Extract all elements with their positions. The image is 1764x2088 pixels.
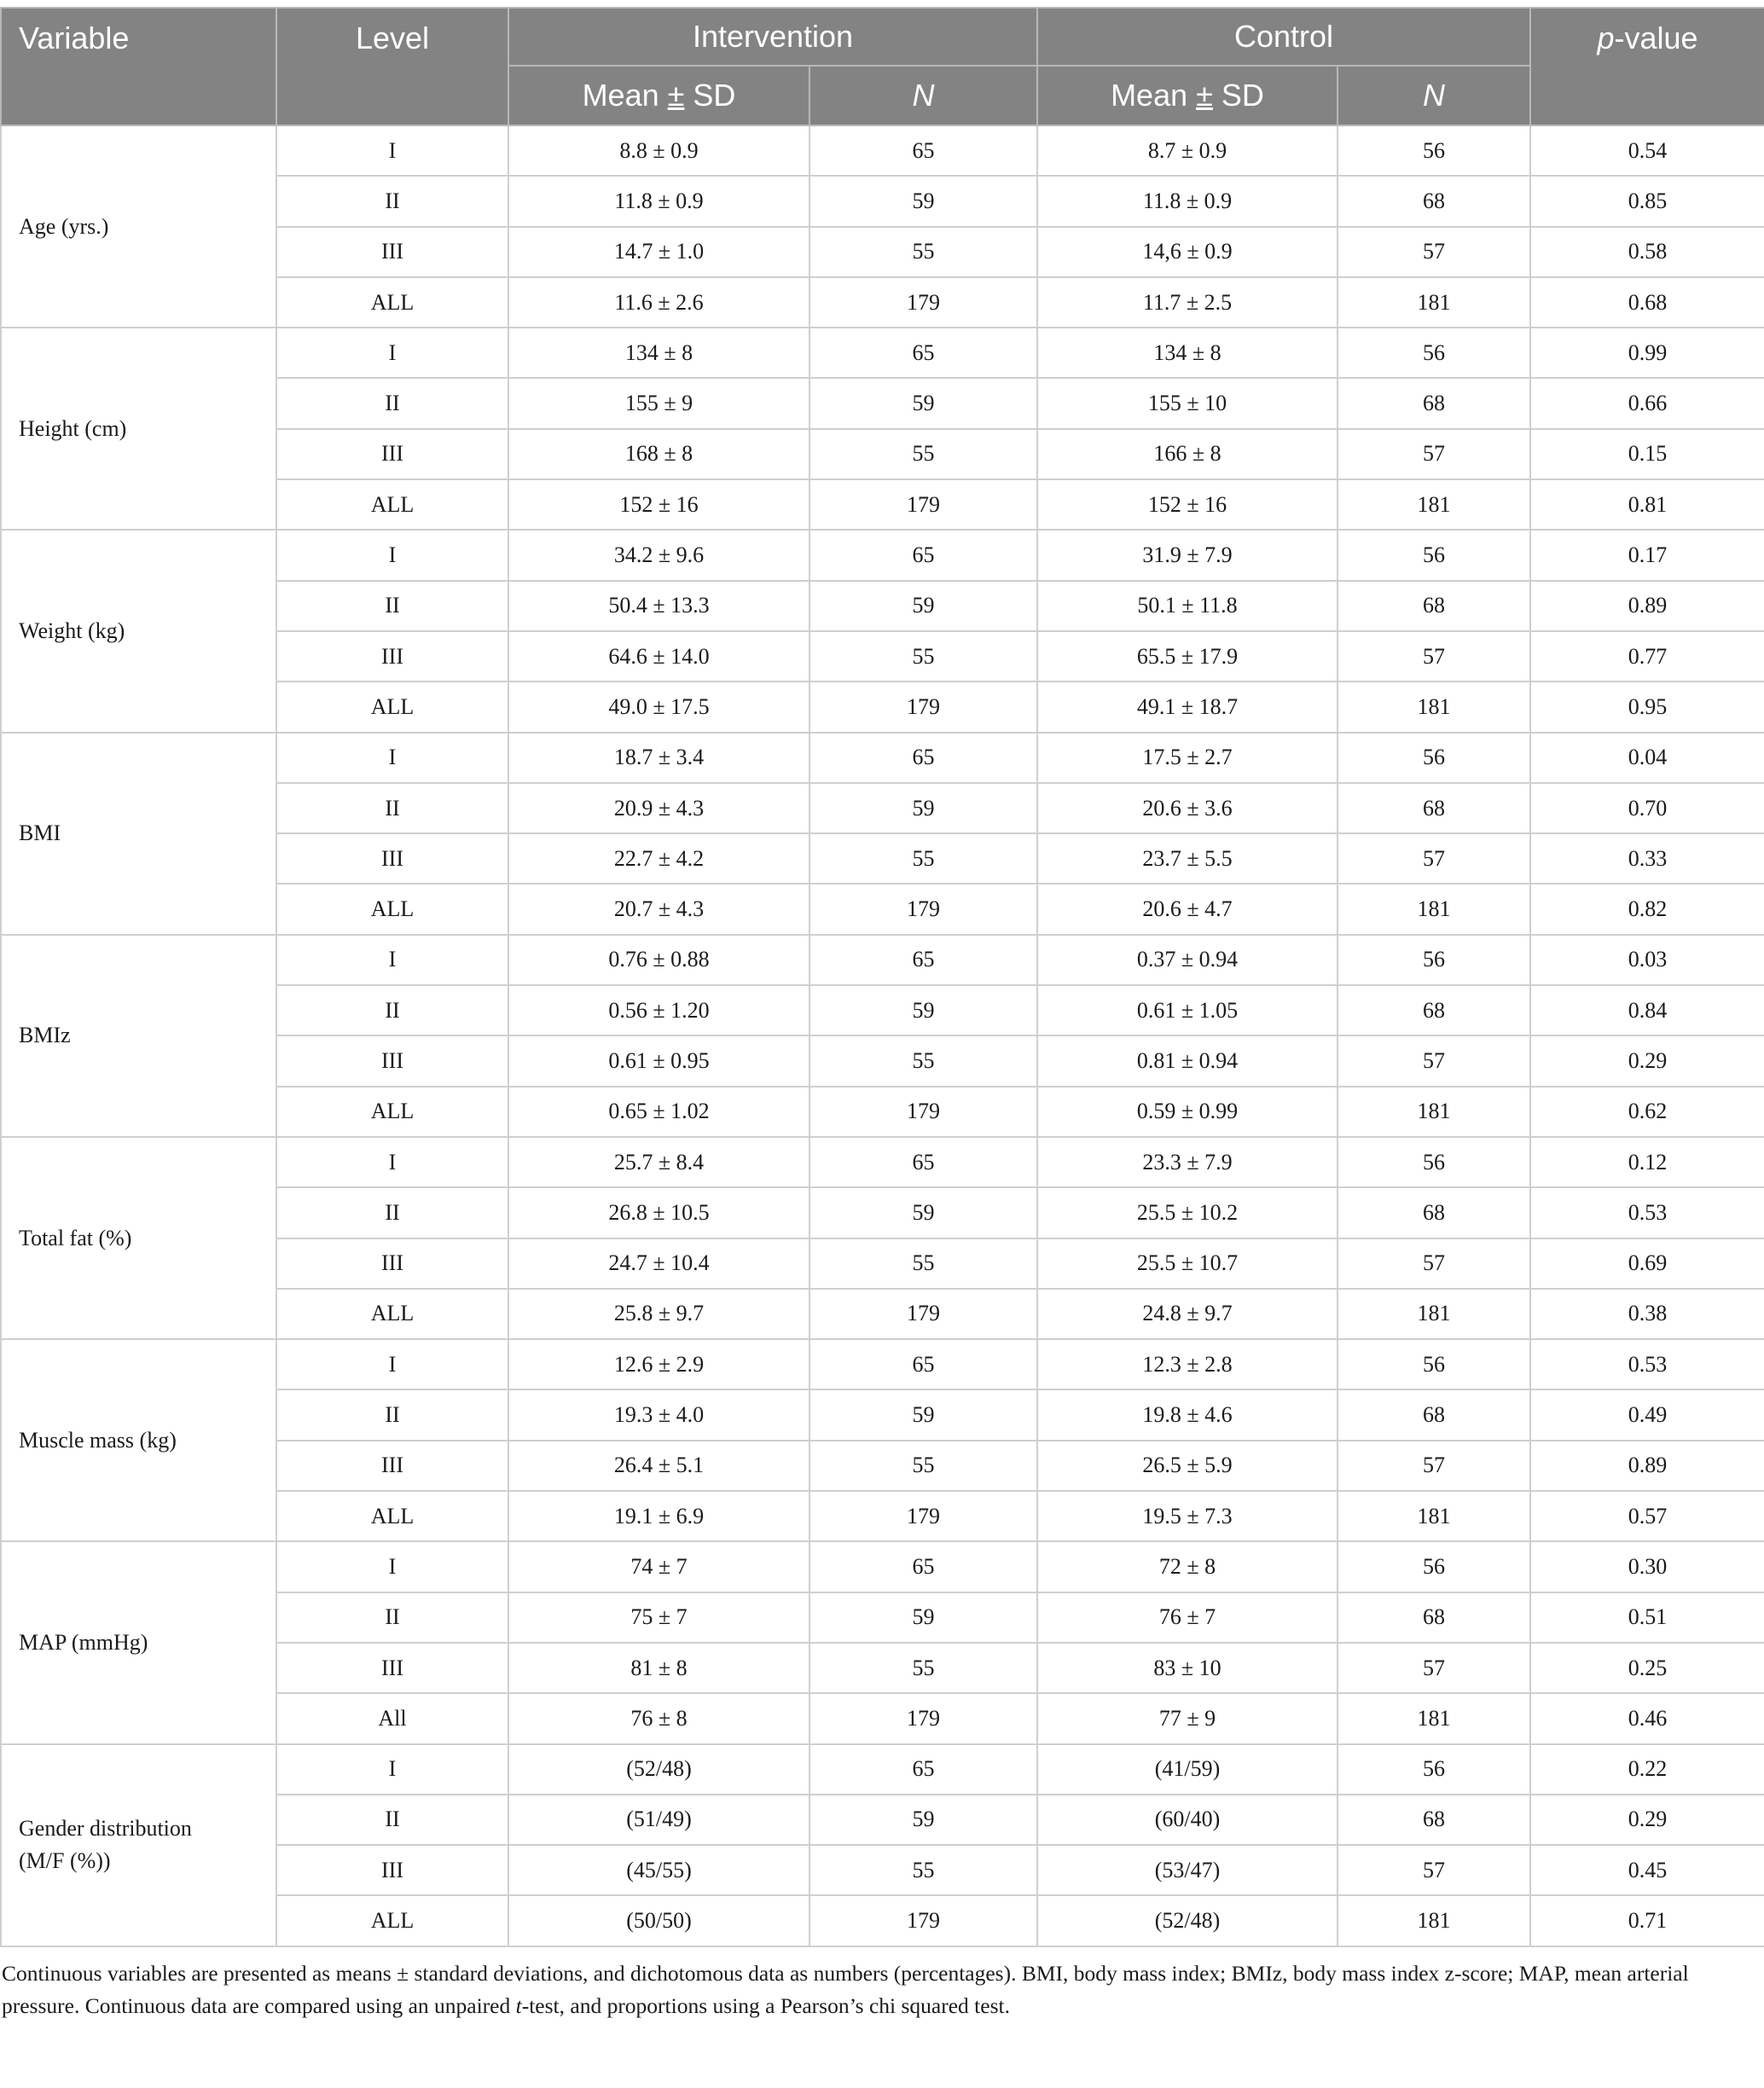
level-cell: III [276, 1238, 508, 1289]
level-cell: II [276, 378, 508, 428]
n-label: N [912, 78, 935, 113]
control-mean-sd-cell: 11.8 ± 0.9 [1037, 176, 1338, 226]
p-value-cell: 0.77 [1530, 631, 1764, 682]
level-cell: I [276, 1137, 508, 1187]
intervention-mean-sd-cell: 76 ± 8 [508, 1693, 809, 1743]
intervention-mean-sd-cell: 152 ± 16 [508, 479, 809, 530]
intervention-mean-sd-cell: 168 ± 8 [508, 429, 809, 479]
p-value-cell: 0.12 [1530, 1137, 1764, 1187]
control-mean-sd-cell: 166 ± 8 [1037, 429, 1338, 479]
intervention-n-cell: 55 [809, 227, 1037, 277]
control-mean-sd-cell: 0.59 ± 0.99 [1037, 1087, 1338, 1137]
level-cell: I [276, 125, 508, 176]
intervention-n-cell: 59 [809, 985, 1037, 1035]
level-cell: II [276, 176, 508, 226]
control-n-cell: 181 [1338, 1693, 1530, 1743]
level-cell: III [276, 227, 508, 277]
control-mean-sd-cell: 77 ± 9 [1037, 1693, 1338, 1743]
intervention-n-cell: 179 [809, 1693, 1037, 1743]
level-cell: ALL [276, 682, 508, 732]
variable-cell: BMI [1, 733, 276, 935]
p-value-cell: 0.15 [1530, 429, 1764, 479]
intervention-n-cell: 55 [809, 1238, 1037, 1289]
p-value-cell: 0.03 [1530, 935, 1764, 985]
table-row [1, 733, 1764, 783]
header-variable: Variable [1, 8, 276, 125]
intervention-mean-sd-cell: 74 ± 7 [508, 1541, 809, 1592]
table-row [1, 1339, 1764, 1389]
p-value-cell: 0.89 [1530, 1441, 1764, 1491]
level-cell: II [276, 1592, 508, 1643]
level-cell: I [276, 935, 508, 985]
intervention-n-cell: 55 [809, 833, 1037, 884]
control-n-cell: 57 [1338, 1441, 1530, 1491]
p-value-cell: 0.68 [1530, 277, 1764, 328]
control-n-cell: 68 [1338, 378, 1530, 428]
control-n-cell: 68 [1338, 985, 1530, 1035]
control-mean-sd-cell: 20.6 ± 4.7 [1037, 884, 1338, 934]
control-n-cell: 57 [1338, 227, 1530, 277]
p-value-cell: 0.33 [1530, 833, 1764, 884]
control-n-cell: 68 [1338, 1592, 1530, 1643]
p-value-cell: 0.89 [1530, 581, 1764, 631]
level-cell: ALL [276, 1087, 508, 1137]
data-table [0, 7, 1764, 1947]
level-cell: I [276, 1541, 508, 1592]
control-n-cell: 68 [1338, 1795, 1530, 1845]
control-n-cell: 57 [1338, 631, 1530, 682]
control-n-cell: 181 [1338, 1087, 1530, 1137]
intervention-mean-sd-cell: 19.3 ± 4.0 [508, 1389, 809, 1440]
control-n-cell: 181 [1338, 479, 1530, 530]
level-cell: III [276, 631, 508, 682]
intervention-n-cell: 179 [809, 682, 1037, 732]
variable-cell: MAP (mmHg) [1, 1541, 276, 1743]
control-mean-sd-cell: 11.7 ± 2.5 [1037, 277, 1338, 328]
intervention-n-cell: 59 [809, 1187, 1037, 1238]
control-mean-sd-cell: 23.3 ± 7.9 [1037, 1137, 1338, 1187]
control-mean-sd-cell: (41/59) [1037, 1744, 1338, 1795]
intervention-n-cell: 55 [809, 631, 1037, 682]
intervention-n-cell: 59 [809, 1795, 1037, 1845]
control-n-cell: 56 [1338, 1137, 1530, 1187]
level-cell: III [276, 1643, 508, 1693]
control-n-cell: 56 [1338, 328, 1530, 378]
sd-label: SD [693, 78, 736, 113]
level-cell: ALL [276, 1289, 508, 1339]
variable-cell: Total fat (%) [1, 1137, 276, 1339]
control-mean-sd-cell: 65.5 ± 17.9 [1037, 631, 1338, 682]
intervention-n-cell: 179 [809, 1895, 1037, 1946]
control-n-cell: 181 [1338, 682, 1530, 732]
intervention-n-cell: 179 [809, 1289, 1037, 1339]
mean-label: Mean [1111, 78, 1188, 113]
intervention-mean-sd-cell: 20.7 ± 4.3 [508, 884, 809, 934]
p-value-cell: 0.53 [1530, 1187, 1764, 1238]
control-mean-sd-cell: 14,6 ± 0.9 [1037, 227, 1338, 277]
intervention-mean-sd-cell: 0.76 ± 0.88 [508, 935, 809, 985]
control-mean-sd-cell: 19.8 ± 4.6 [1037, 1389, 1338, 1440]
header-level: Level [276, 8, 508, 125]
level-cell: ALL [276, 884, 508, 934]
p-value-cell: 0.82 [1530, 884, 1764, 934]
intervention-mean-sd-cell: 34.2 ± 9.6 [508, 530, 809, 580]
table-row [1, 935, 1764, 985]
intervention-n-cell: 59 [809, 1389, 1037, 1440]
control-mean-sd-cell: 50.1 ± 11.8 [1037, 581, 1338, 631]
intervention-mean-sd-cell: 75 ± 7 [508, 1592, 809, 1643]
variable-cell: Gender distribution (M/F (%)) [1, 1744, 276, 1946]
intervention-n-cell: 65 [809, 1744, 1037, 1795]
intervention-n-cell: 65 [809, 1339, 1037, 1389]
intervention-n-cell: 59 [809, 378, 1037, 428]
control-n-cell: 57 [1338, 1845, 1530, 1895]
level-cell: I [276, 1744, 508, 1795]
control-mean-sd-cell: 134 ± 8 [1037, 328, 1338, 378]
level-cell: I [276, 733, 508, 783]
p-value-cell: 0.66 [1530, 378, 1764, 428]
intervention-n-cell: 59 [809, 176, 1037, 226]
p-value-cell: 0.25 [1530, 1643, 1764, 1693]
control-n-cell: 181 [1338, 277, 1530, 328]
p-value-cell: 0.99 [1530, 328, 1764, 378]
level-cell: I [276, 328, 508, 378]
p-value-cell: 0.38 [1530, 1289, 1764, 1339]
intervention-mean-sd-cell: 134 ± 8 [508, 328, 809, 378]
control-n-cell: 56 [1338, 125, 1530, 176]
level-cell: I [276, 530, 508, 580]
control-n-cell: 68 [1338, 1187, 1530, 1238]
variable-cell: Age (yrs.) [1, 125, 276, 328]
p-value-cell: 0.17 [1530, 530, 1764, 580]
intervention-n-cell: 65 [809, 1541, 1037, 1592]
level-cell: ALL [276, 1491, 508, 1541]
variable-cell: Height (cm) [1, 328, 276, 530]
control-mean-sd-cell: 12.3 ± 2.8 [1037, 1339, 1338, 1389]
intervention-mean-sd-cell: 64.6 ± 14.0 [508, 631, 809, 682]
p-value-cell: 0.62 [1530, 1087, 1764, 1137]
control-mean-sd-cell: 152 ± 16 [1037, 479, 1338, 530]
control-n-cell: 181 [1338, 1289, 1530, 1339]
level-cell: ALL [276, 479, 508, 530]
intervention-mean-sd-cell: 49.0 ± 17.5 [508, 682, 809, 732]
control-n-cell: 68 [1338, 176, 1530, 226]
intervention-mean-sd-cell: 24.7 ± 10.4 [508, 1238, 809, 1289]
table-row [1, 328, 1764, 378]
level-cell: I [276, 1339, 508, 1389]
level-cell: All [276, 1693, 508, 1743]
p-value-cell: 0.57 [1530, 1491, 1764, 1541]
table-body [1, 125, 1764, 1946]
control-mean-sd-cell: 72 ± 8 [1037, 1541, 1338, 1592]
control-n-cell: 56 [1338, 733, 1530, 783]
control-n-cell: 56 [1338, 935, 1530, 985]
sd-label: SD [1221, 78, 1264, 113]
intervention-mean-sd-cell: (52/48) [508, 1744, 809, 1795]
intervention-mean-sd-cell: 155 ± 9 [508, 378, 809, 428]
intervention-n-cell: 59 [809, 783, 1037, 833]
intervention-n-cell: 55 [809, 1643, 1037, 1693]
p-value-cell: 0.46 [1530, 1693, 1764, 1743]
header-p-value [1530, 8, 1764, 125]
control-mean-sd-cell: 76 ± 7 [1037, 1592, 1338, 1643]
control-n-cell: 181 [1338, 1491, 1530, 1541]
table-header [1, 8, 1764, 125]
intervention-mean-sd-cell: 11.6 ± 2.6 [508, 277, 809, 328]
control-n-cell: 181 [1338, 1895, 1530, 1946]
control-n-cell: 57 [1338, 429, 1530, 479]
control-mean-sd-cell: 17.5 ± 2.7 [1037, 733, 1338, 783]
level-cell: II [276, 985, 508, 1035]
p-value-cell: 0.51 [1530, 1592, 1764, 1643]
p-value-cell: 0.30 [1530, 1541, 1764, 1592]
control-mean-sd-cell: 20.6 ± 3.6 [1037, 783, 1338, 833]
level-cell: III [276, 1035, 508, 1086]
p-value-cell: 0.29 [1530, 1795, 1764, 1845]
header-intervention-mean-sd [508, 66, 809, 125]
control-n-cell: 68 [1338, 1389, 1530, 1440]
intervention-n-cell: 65 [809, 328, 1037, 378]
p-value-cell: 0.49 [1530, 1389, 1764, 1440]
intervention-n-cell: 55 [809, 1441, 1037, 1491]
p-value-cell: 0.70 [1530, 783, 1764, 833]
control-n-cell: 56 [1338, 530, 1530, 580]
control-n-cell: 57 [1338, 833, 1530, 884]
control-mean-sd-cell: 0.61 ± 1.05 [1037, 985, 1338, 1035]
level-cell: II [276, 783, 508, 833]
intervention-n-cell: 65 [809, 935, 1037, 985]
control-mean-sd-cell: 25.5 ± 10.2 [1037, 1187, 1338, 1238]
control-n-cell: 57 [1338, 1035, 1530, 1086]
control-mean-sd-cell: 24.8 ± 9.7 [1037, 1289, 1338, 1339]
intervention-n-cell: 65 [809, 530, 1037, 580]
p-value-cell: 0.84 [1530, 985, 1764, 1035]
intervention-n-cell: 59 [809, 581, 1037, 631]
p-value-cell: 0.22 [1530, 1744, 1764, 1795]
pm-symbol: ± [1196, 78, 1213, 113]
table-row [1, 530, 1764, 580]
intervention-n-cell: 179 [809, 884, 1037, 934]
table-container [0, 7, 1764, 2022]
table-row [1, 1541, 1764, 1592]
control-mean-sd-cell: 0.37 ± 0.94 [1037, 935, 1338, 985]
intervention-n-cell: 179 [809, 479, 1037, 530]
control-mean-sd-cell: 155 ± 10 [1037, 378, 1338, 428]
level-cell: ALL [276, 1895, 508, 1946]
intervention-mean-sd-cell: 26.4 ± 5.1 [508, 1441, 809, 1491]
footnote-text-1: Continuous variables are presented as means ± standard deviations, and dichotomous data as numbers (percentages). BMI, body mass index; BMIz, body mass index z-score; MAP, mean arterial pressure. Continuous data are compared using an unpaired [2, 1960, 1689, 2018]
intervention-n-cell: 65 [809, 1137, 1037, 1187]
level-cell: II [276, 1389, 508, 1440]
variable-cell: BMIz [1, 935, 276, 1137]
intervention-mean-sd-cell: 25.8 ± 9.7 [508, 1289, 809, 1339]
control-mean-sd-cell: 23.7 ± 5.5 [1037, 833, 1338, 884]
intervention-n-cell: 65 [809, 125, 1037, 176]
intervention-n-cell: 55 [809, 1035, 1037, 1086]
intervention-mean-sd-cell: 8.8 ± 0.9 [508, 125, 809, 176]
p-value-cell: 0.58 [1530, 227, 1764, 277]
intervention-mean-sd-cell: 18.7 ± 3.4 [508, 733, 809, 783]
control-n-cell: 57 [1338, 1643, 1530, 1693]
level-cell: III [276, 429, 508, 479]
header-control-mean-sd [1037, 66, 1338, 125]
intervention-mean-sd-cell: (50/50) [508, 1895, 809, 1946]
control-mean-sd-cell: (53/47) [1037, 1845, 1338, 1895]
variable-cell: Weight (kg) [1, 530, 276, 732]
control-mean-sd-cell: 49.1 ± 18.7 [1037, 682, 1338, 732]
intervention-mean-sd-cell: 19.1 ± 6.9 [508, 1491, 809, 1541]
level-cell: ALL [276, 277, 508, 328]
intervention-mean-sd-cell: 81 ± 8 [508, 1643, 809, 1693]
level-cell: II [276, 1187, 508, 1238]
table-footnote [0, 1958, 1759, 2022]
intervention-mean-sd-cell: 22.7 ± 4.2 [508, 833, 809, 884]
footnote-text-2: -test, and proportions using a Pearson’s chi squared test. [521, 1992, 1010, 2018]
control-n-cell: 56 [1338, 1744, 1530, 1795]
level-cell: III [276, 1441, 508, 1491]
p-value-cell: 0.54 [1530, 125, 1764, 176]
intervention-n-cell: 179 [809, 1491, 1037, 1541]
control-n-cell: 68 [1338, 783, 1530, 833]
pm-symbol: ± [667, 78, 685, 113]
intervention-n-cell: 179 [809, 277, 1037, 328]
table-row [1, 1137, 1764, 1187]
level-cell: II [276, 1795, 508, 1845]
p-value-cell: 0.81 [1530, 479, 1764, 530]
intervention-mean-sd-cell: 50.4 ± 13.3 [508, 581, 809, 631]
intervention-mean-sd-cell: 14.7 ± 1.0 [508, 227, 809, 277]
p-value-cell: 0.04 [1530, 733, 1764, 783]
control-n-cell: 68 [1338, 581, 1530, 631]
control-mean-sd-cell: (52/48) [1037, 1895, 1338, 1946]
intervention-n-cell: 65 [809, 733, 1037, 783]
intervention-mean-sd-cell: (51/49) [508, 1795, 809, 1845]
intervention-mean-sd-cell: 20.9 ± 4.3 [508, 783, 809, 833]
control-mean-sd-cell: 19.5 ± 7.3 [1037, 1491, 1338, 1541]
control-mean-sd-cell: 83 ± 10 [1037, 1643, 1338, 1693]
intervention-mean-sd-cell: (45/55) [508, 1845, 809, 1895]
level-cell: III [276, 1845, 508, 1895]
intervention-mean-sd-cell: 11.8 ± 0.9 [508, 176, 809, 226]
intervention-n-cell: 55 [809, 429, 1037, 479]
control-mean-sd-cell: (60/40) [1037, 1795, 1338, 1845]
control-n-cell: 181 [1338, 884, 1530, 934]
control-mean-sd-cell: 31.9 ± 7.9 [1037, 530, 1338, 580]
intervention-mean-sd-cell: 0.56 ± 1.20 [508, 985, 809, 1035]
header-intervention-n [809, 66, 1037, 125]
p-value-cell: 0.53 [1530, 1339, 1764, 1389]
intervention-mean-sd-cell: 0.65 ± 1.02 [508, 1087, 809, 1137]
p-value-cell: 0.69 [1530, 1238, 1764, 1289]
table-row [1, 125, 1764, 176]
p-value-cell: 0.29 [1530, 1035, 1764, 1086]
p-value-cell: 0.95 [1530, 682, 1764, 732]
level-cell: III [276, 833, 508, 884]
intervention-mean-sd-cell: 12.6 ± 2.9 [508, 1339, 809, 1389]
variable-cell: Muscle mass (kg) [1, 1339, 276, 1541]
p-value-cell: 0.45 [1530, 1845, 1764, 1895]
header-control-n [1338, 66, 1530, 125]
control-n-cell: 56 [1338, 1339, 1530, 1389]
control-mean-sd-cell: 25.5 ± 10.7 [1037, 1238, 1338, 1289]
intervention-mean-sd-cell: 0.61 ± 0.95 [508, 1035, 809, 1086]
p-value-cell: 0.85 [1530, 176, 1764, 226]
intervention-n-cell: 59 [809, 1592, 1037, 1643]
level-cell: II [276, 581, 508, 631]
mean-label: Mean [582, 78, 659, 113]
p-italic: p [1597, 20, 1615, 55]
p-suffix: -value [1614, 20, 1698, 55]
intervention-n-cell: 55 [809, 1845, 1037, 1895]
header-control: Control [1037, 8, 1530, 66]
control-n-cell: 57 [1338, 1238, 1530, 1289]
control-n-cell: 56 [1338, 1541, 1530, 1592]
control-mean-sd-cell: 26.5 ± 5.9 [1037, 1441, 1338, 1491]
control-mean-sd-cell: 8.7 ± 0.9 [1037, 125, 1338, 176]
n-label: N [1423, 78, 1445, 113]
table-row [1, 1744, 1764, 1795]
intervention-n-cell: 179 [809, 1087, 1037, 1137]
intervention-mean-sd-cell: 25.7 ± 8.4 [508, 1137, 809, 1187]
footnote-t-italic: t [515, 1992, 522, 2018]
intervention-mean-sd-cell: 26.8 ± 10.5 [508, 1187, 809, 1238]
p-value-cell: 0.71 [1530, 1895, 1764, 1946]
control-mean-sd-cell: 0.81 ± 0.94 [1037, 1035, 1338, 1086]
header-intervention: Intervention [508, 8, 1037, 66]
